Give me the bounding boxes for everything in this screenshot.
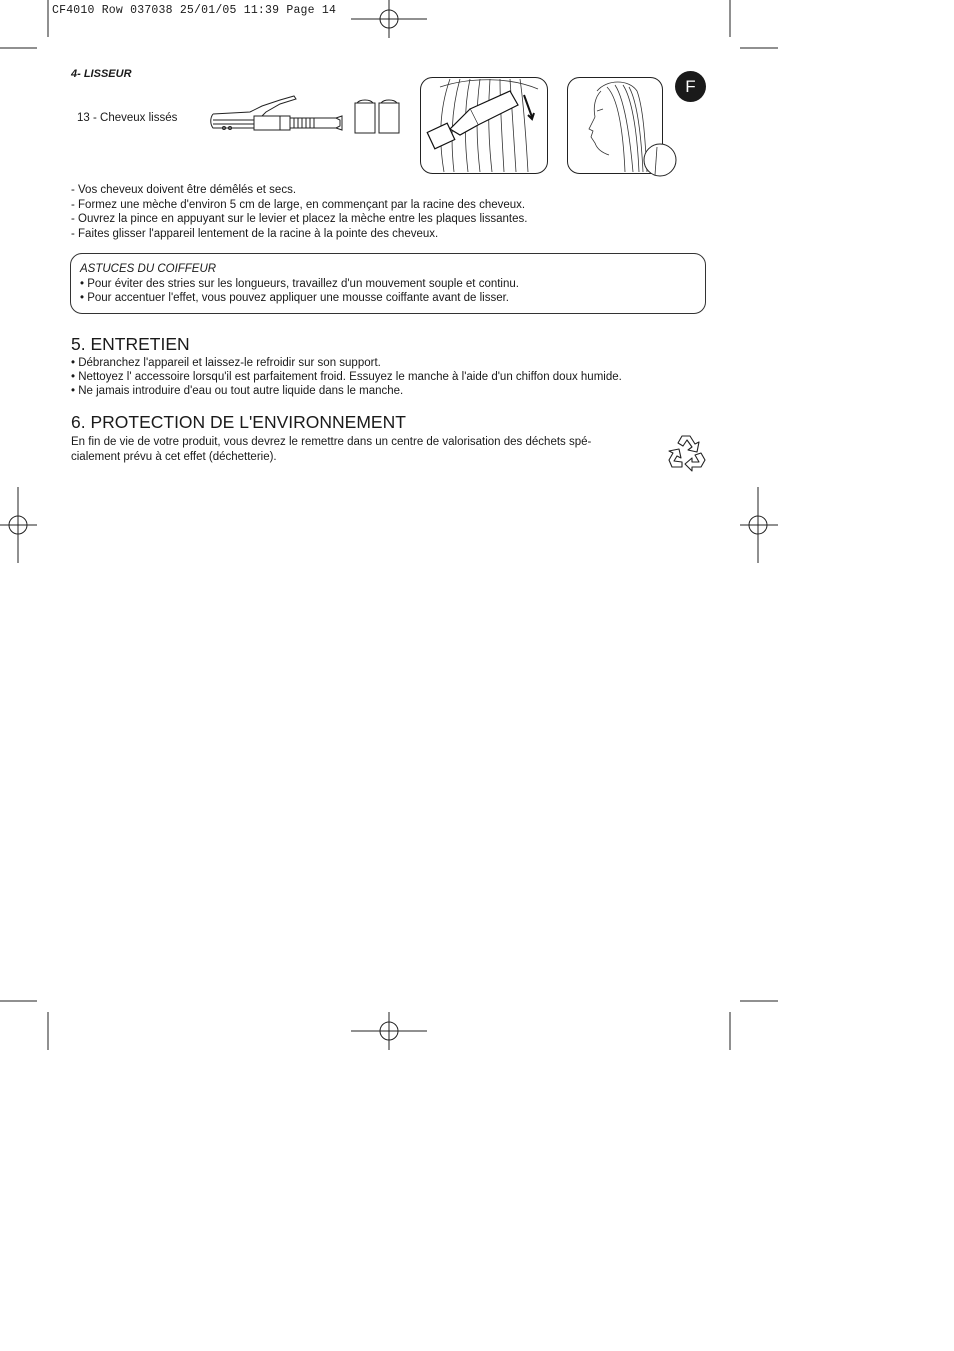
list-item: • Pour accentuer l'effet, vous pouvez appliquer une mousse coiffante avant de lisser. [80, 292, 510, 305]
language-badge: F [675, 71, 706, 102]
list-item: • Ne jamais introduire d'eau ou tout autre liquide dans le manche. [71, 385, 404, 398]
tips-list [80, 277, 695, 306]
list-item: - Vos cheveux doivent être démêlés et secs. [71, 184, 297, 196]
section-label: 4- LISSEUR [71, 68, 132, 80]
list-item: - Formez une mèche d'environ 5 cm de large, en commençant par la racine des cheveux. [71, 198, 526, 211]
recycle-icon [668, 433, 706, 471]
section-heading-maintenance: 5. ENTRETIEN [71, 334, 190, 354]
tips-title: ASTUCES DU COIFFEUR [80, 263, 217, 275]
list-item: - Ouvrez la pince en appuyant sur le levier et placez la mèche entre les plaques lissantes. [71, 213, 528, 226]
hair-straightening-illustration [420, 77, 548, 174]
straight-hair-result-illustration [567, 77, 679, 177]
list-item: • Nettoyez l' accessoire lorsqu'il est parfaitement froid. Essuyez le manche à l'aide d'un chiffon doux humide. [71, 371, 622, 384]
environment-text-line: En fin de vie de votre produit, vous devrez le remettre dans un centre de valorisation des déchets spé- [71, 436, 592, 448]
environment-text-line: cialement prévu à cet effet (déchetterie). [71, 450, 277, 463]
usage-steps [71, 183, 527, 242]
straightener-illustration [210, 94, 405, 140]
list-item: • Pour éviter des stries sur les longueurs, travaillez d'un mouvement souple et continu. [80, 277, 519, 290]
maintenance-list [71, 356, 622, 399]
figure-caption: 13 - Cheveux lissés [77, 112, 178, 124]
list-item: - Faites glisser l'appareil lentement de la racine à la pointe des cheveux. [71, 228, 439, 241]
environment-text [71, 435, 661, 464]
tips-box [70, 253, 706, 314]
print-slug: CF4010 Row 037038 25/01/05 11:39 Page 14 [52, 4, 337, 17]
section-heading-environment: 6. PROTECTION DE L'ENVIRONNEMENT [71, 412, 406, 432]
list-item: • Débranchez l'appareil et laissez-le refroidir sur son support. [71, 357, 381, 369]
